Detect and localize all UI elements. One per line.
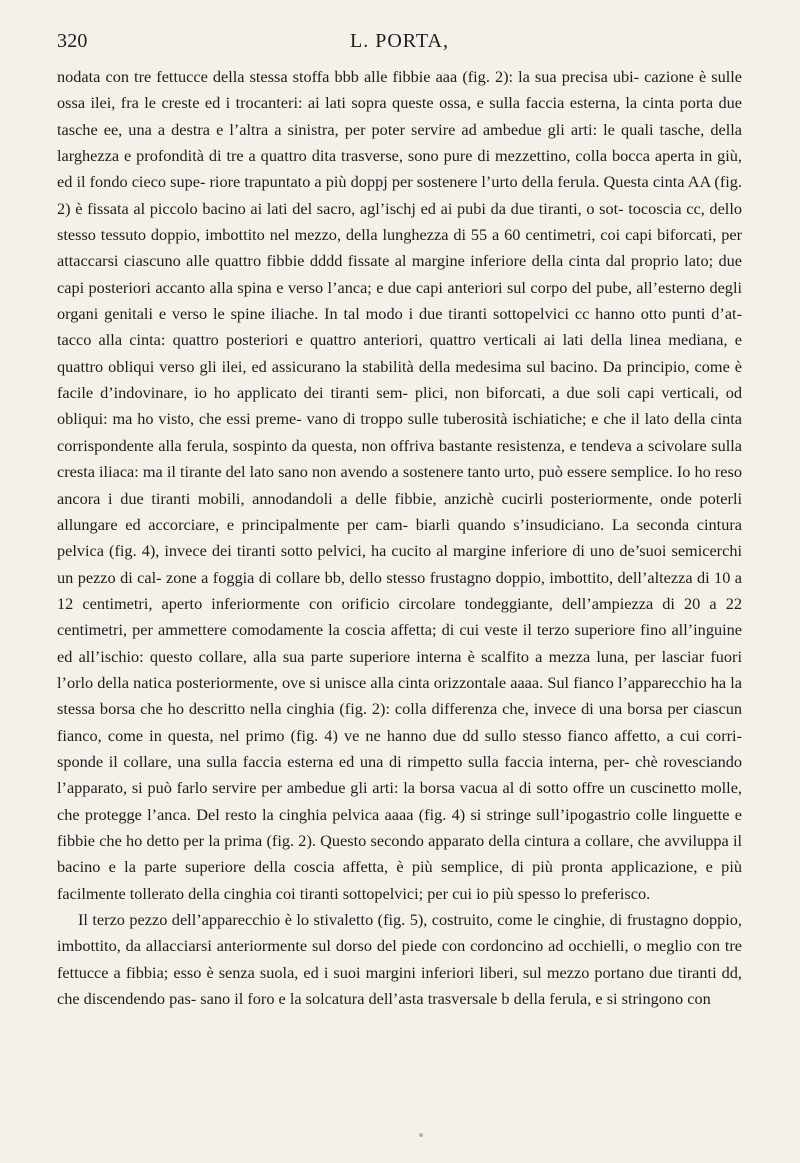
page-number: 320 [57,30,88,52]
body-text [57,64,742,1012]
paragraph-continuation: nodata con tre fettucce della stessa stoffa bbb alle fibbie aaa (fig. 2): la sua precisa ubi- cazione è sulle ossa ilei, fra le creste ed i trocanteri: ai lati sopra queste ossa, e sulla faccia esterna, la cinta porta due tasche ee, una a destra e l’altra a sinistra, per poter servire ad ambedue gli arti: le quali tasche, della larghezza e profondità di tre a quattro dita trasverse, sono pure di mezzettino, colla bocca aperta in giù, ed il fondo cieco supe- riore trapuntato a più doppj per sostenere l’urto della ferula. Questa cinta AA (fig. 2) è fissata al piccolo bacino ai lati del sacro, agl’ischj ed ai pubi da due tiranti, o sot- tocoscia cc, dello stesso tessuto doppio, imbottito nel mezzo, della lunghezza di 55 a 60 centimetri, coi capi biforcati, per attaccarsi ciascuno alle quattro fibbie dddd fissate al margine inferiore della cinta dal proprio lato; due capi posteriori accanto alla spina e verso l’anca; e due capi anteriori sul corpo del pube, all’esterno degli organi genitali e verso le spine iliache. In tal modo i due tiranti sottopelvici cc hanno otto punti d’at- tacco alla cinta: quattro posteriori e quattro anteriori, quattro verticali ai lati della linea mediana, e quattro obliqui verso gli ilei, ed assicurano la stabilità della medesima sul bacino. Da principio, come è facile d’indovinare, io ho applicato dei tiranti sem- plici, non biforcati, a due soli capi verticali, od obliqui: ma ho visto, che essi preme- vano di troppo sulle tuberosità ischiatiche; e che il lato della cinta corrispondente alla ferula, sospinto da questa, non offriva bastante resistenza, e tendeva a scivolare sulla cresta iliaca: ma il tirante del lato sano non avendo a sostenere tanto urto, può essere semplice. Io ho reso ancora i due tiranti mobili, annodandoli a delle fibbie, anzichè cucirli posteriormente, onde poterli allungare ed accorciare, e principalmente per cam- biarli quando s’insudiciano. La seconda cintura pelvica (fig. 4), invece dei tiranti sotto pelvici, ha cucito al margine inferiore di uno de’suoi semicerchi un pezzo di cal- zone a foggia di collare bb, dello stesso frustagno doppio, imbottito, dell’altezza di 10 a 12 centimetri, aperto inferiormente con orificio circolare tondeggiante, dell’ampiezza di 20 a 22 centimetri, per ammettere comodamente la coscia affetta; di cui veste il terzo superiore fino all’inguine ed all’ischio: questo collare, alla sua parte superiore interna è scalfito a mezza luna, per lasciar fuori l’orlo della natica posteriormente, ove si unisce alla cinta orizzontale aaaa. Sul fianco l’apparecchio ha la stessa borsa che ho descritto nella cinghia (fig. 2): colla differenza che, invece di una borsa per ciascun fianco, come in questa, nel primo (fig. 4) ve ne hanno due dd sullo stesso fianco affetto, a cui corri- sponde il collare, una sulla faccia esterna ed una di rimpetto sulla faccia interna, per- chè rovesciando l’apparato, si può farlo servire per ambedue gli arti: la borsa vacua al di sotto offre un cuscinetto molle, che protegge l’anca. Del resto la cinghia pelvica aaaa (fig. 4) si stringe sull’ipogastrio colle linguette e fibbie che ho detto per la prima (fig. 2). Questo secondo apparato della cintura a collare, che avviluppa il bacino e la parte superiore della coscia affetta, è più semplice, di più pronta applicazione, e più facilmente tollerato della cinghia coi tiranti sottopelvici; per cui io più spesso lo preferisco. [57,67,742,903]
running-title: L. PORTA, [350,30,449,52]
ink-speck [419,1133,423,1137]
page-header [57,24,742,64]
paragraph-terzo-pezzo: Il terzo pezzo dell’apparecchio è lo stivaletto (fig. 5), costruito, come le cinghie, di frustagno doppio, imbottito, da allacciarsi anteriormente sul dorso del piede con cordoncino ad occhielli, o meglio con tre fettucce a fibbia; esso è senza suola, ed i suoi margini inferiori liberi, sul mezzo portano due tiranti dd, che discendendo pas- sano il foro e la solcatura dell’asta trasversale b della ferula, e si stringono con [57,910,742,1009]
